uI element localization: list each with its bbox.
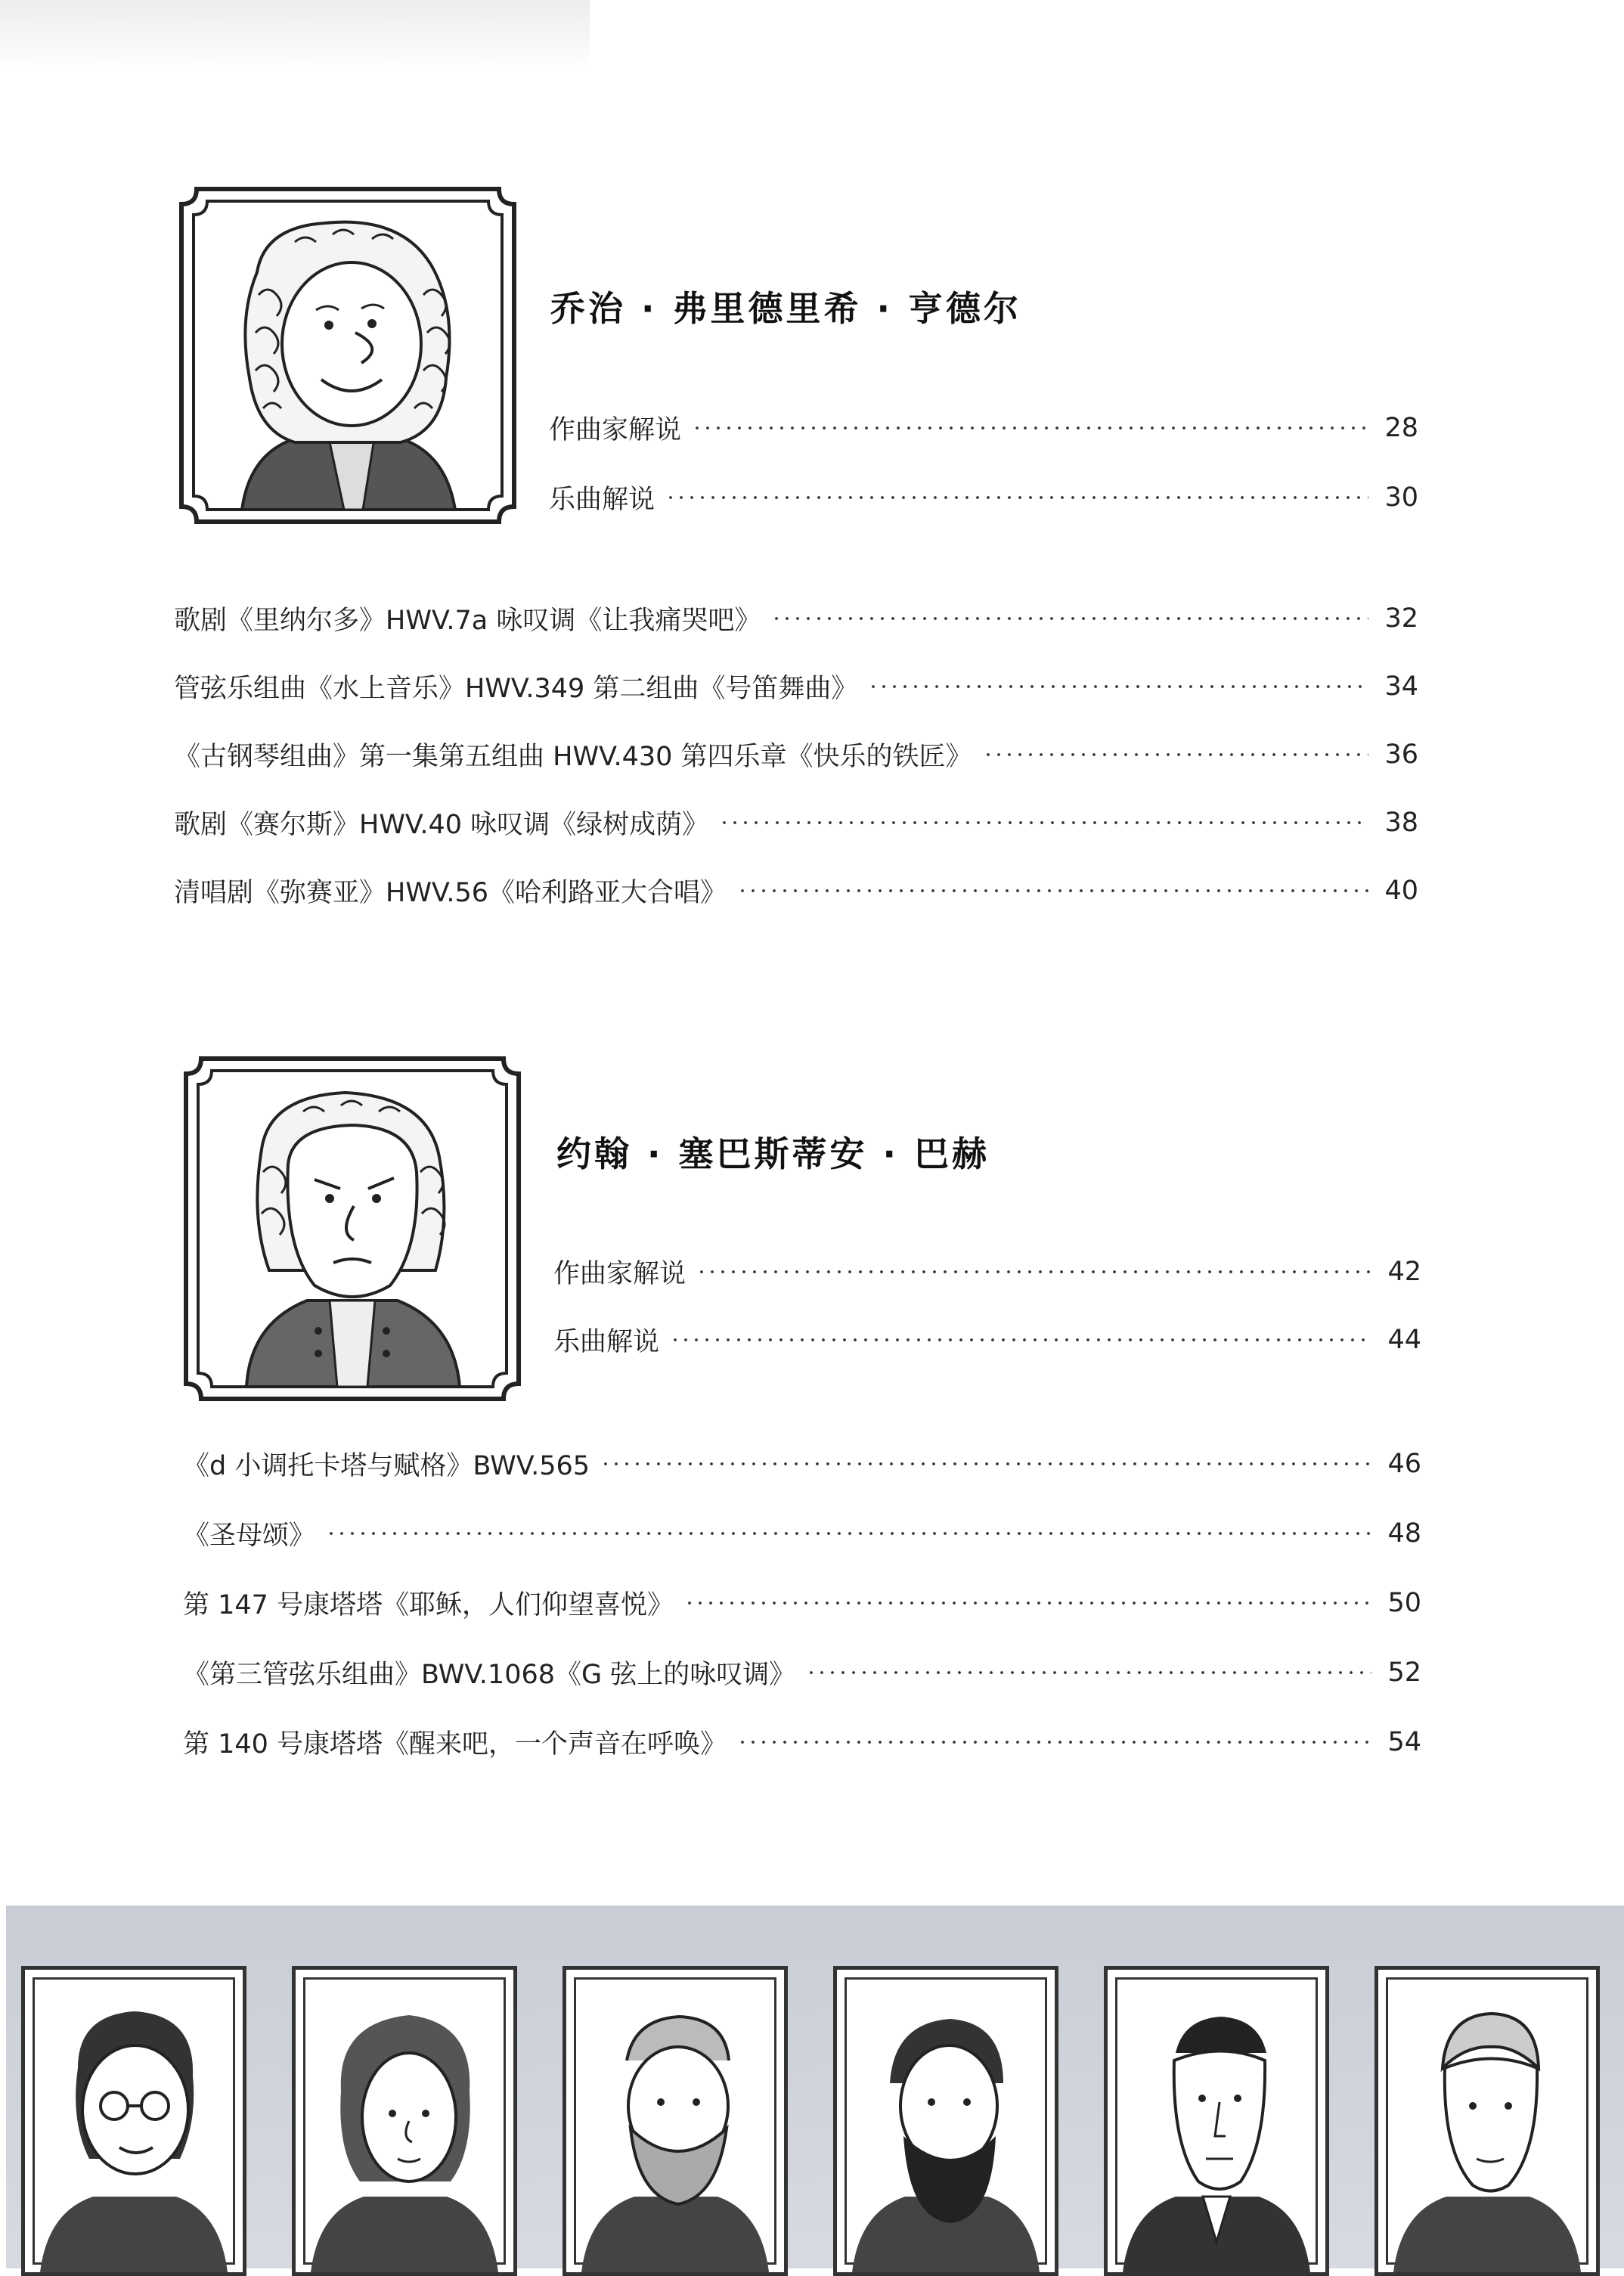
chopin-portrait-icon	[292, 1966, 517, 2276]
page-number: 30	[1384, 482, 1418, 513]
dot-leader	[737, 889, 1368, 892]
toc-entry-label: 《d 小调托卡塔与赋格》BWV.565	[183, 1451, 590, 1481]
page-number: 42	[1387, 1257, 1421, 1287]
dot-leader	[806, 1671, 1371, 1674]
toc-entry-label: 乐曲解说	[553, 1327, 660, 1357]
dot-leader	[696, 1270, 1371, 1273]
toc-entry-label: 歌剧《里纳尔多》HWV.7a 咏叹调《让我痛哭吧》	[174, 606, 761, 636]
dot-leader	[719, 821, 1368, 824]
toc-entry-work[interactable]	[174, 597, 1418, 640]
toc-entry-composer-intro[interactable]	[549, 407, 1418, 449]
page-number: 28	[1384, 413, 1418, 443]
bartok-portrait-icon	[1375, 1966, 1600, 2276]
page-number: 40	[1384, 876, 1418, 906]
dot-leader	[737, 1741, 1371, 1744]
page-number: 52	[1387, 1657, 1421, 1688]
rachmaninoff-portrait-icon	[1104, 1966, 1329, 2276]
brahms-portrait-icon	[833, 1966, 1058, 2276]
toc-entry-work[interactable]	[174, 733, 1418, 776]
page-number: 34	[1384, 671, 1418, 702]
schubert-portrait-icon	[21, 1966, 246, 2276]
toc-entry-work[interactable]	[174, 870, 1418, 912]
dot-leader	[771, 617, 1368, 620]
composer-name: 乔治 · 弗里德里希 · 亨德尔	[550, 288, 1022, 329]
page-number: 50	[1387, 1588, 1421, 1618]
dot-leader	[868, 685, 1368, 688]
toc-entry-label: 《第三管弦乐组曲》BWV.1068《G 弦上的咏叹调》	[183, 1660, 796, 1690]
toc-entry-work[interactable]	[183, 1721, 1421, 1763]
toc-entry-label: 作曲家解说	[553, 1259, 686, 1289]
bach-portrait-icon	[178, 1051, 526, 1406]
toc-entry-work[interactable]	[174, 665, 1418, 708]
toc-entry-label: 《圣母颂》	[183, 1521, 316, 1551]
toc-entry-label: 作曲家解说	[549, 415, 682, 445]
dot-leader	[665, 496, 1368, 499]
page-number: 38	[1384, 808, 1418, 838]
toc-entry-label: 乐曲解说	[549, 485, 655, 515]
page-number: 48	[1387, 1518, 1421, 1549]
toc-entry-music-intro[interactable]	[553, 1319, 1421, 1361]
toc-entry-label: 第 147 号康塔塔《耶稣，人们仰望喜悦》	[183, 1590, 674, 1620]
handel-portrait-icon	[174, 181, 522, 529]
dot-leader	[692, 426, 1368, 429]
toc-entry-music-intro[interactable]	[549, 476, 1418, 519]
toc-entry-composer-intro[interactable]	[553, 1251, 1421, 1293]
page-number: 46	[1387, 1449, 1421, 1479]
toc-entry-label: 清唱剧《弥赛亚》HWV.56《哈利路亚大合唱》	[174, 878, 727, 908]
toc-entry-work[interactable]	[183, 1512, 1421, 1555]
page-number: 36	[1384, 740, 1418, 770]
toc-entry-label: 歌剧《赛尔斯》HWV.40 咏叹调《绿树成荫》	[174, 810, 709, 840]
dot-leader	[983, 753, 1368, 756]
page-number: 44	[1387, 1325, 1421, 1355]
dot-leader	[326, 1532, 1371, 1535]
toc-entry-label: 管弦乐组曲《水上音乐》HWV.349 第二组曲《号笛舞曲》	[174, 674, 858, 704]
toc-entry-label: 第 140 号康塔塔《醒来吧，一个声音在呼唤》	[183, 1729, 727, 1760]
toc-entry-work[interactable]	[183, 1651, 1421, 1694]
top-shadow-band	[0, 0, 590, 68]
composer-name: 约翰 · 塞巴斯蒂安 · 巴赫	[556, 1133, 990, 1174]
toc-entry-work[interactable]	[183, 1443, 1421, 1485]
dot-leader	[670, 1338, 1371, 1341]
tchaikovsky-portrait-icon	[563, 1966, 788, 2276]
page-number: 32	[1384, 603, 1418, 634]
dot-leader	[600, 1462, 1371, 1465]
page-number: 54	[1387, 1727, 1421, 1757]
toc-entry-label: 《古钢琴组曲》第一集第五组曲 HWV.430 第四乐章《快乐的铁匠》	[174, 742, 972, 772]
toc-entry-work[interactable]	[174, 802, 1418, 844]
dot-leader	[684, 1602, 1371, 1605]
toc-entry-work[interactable]	[183, 1582, 1421, 1624]
